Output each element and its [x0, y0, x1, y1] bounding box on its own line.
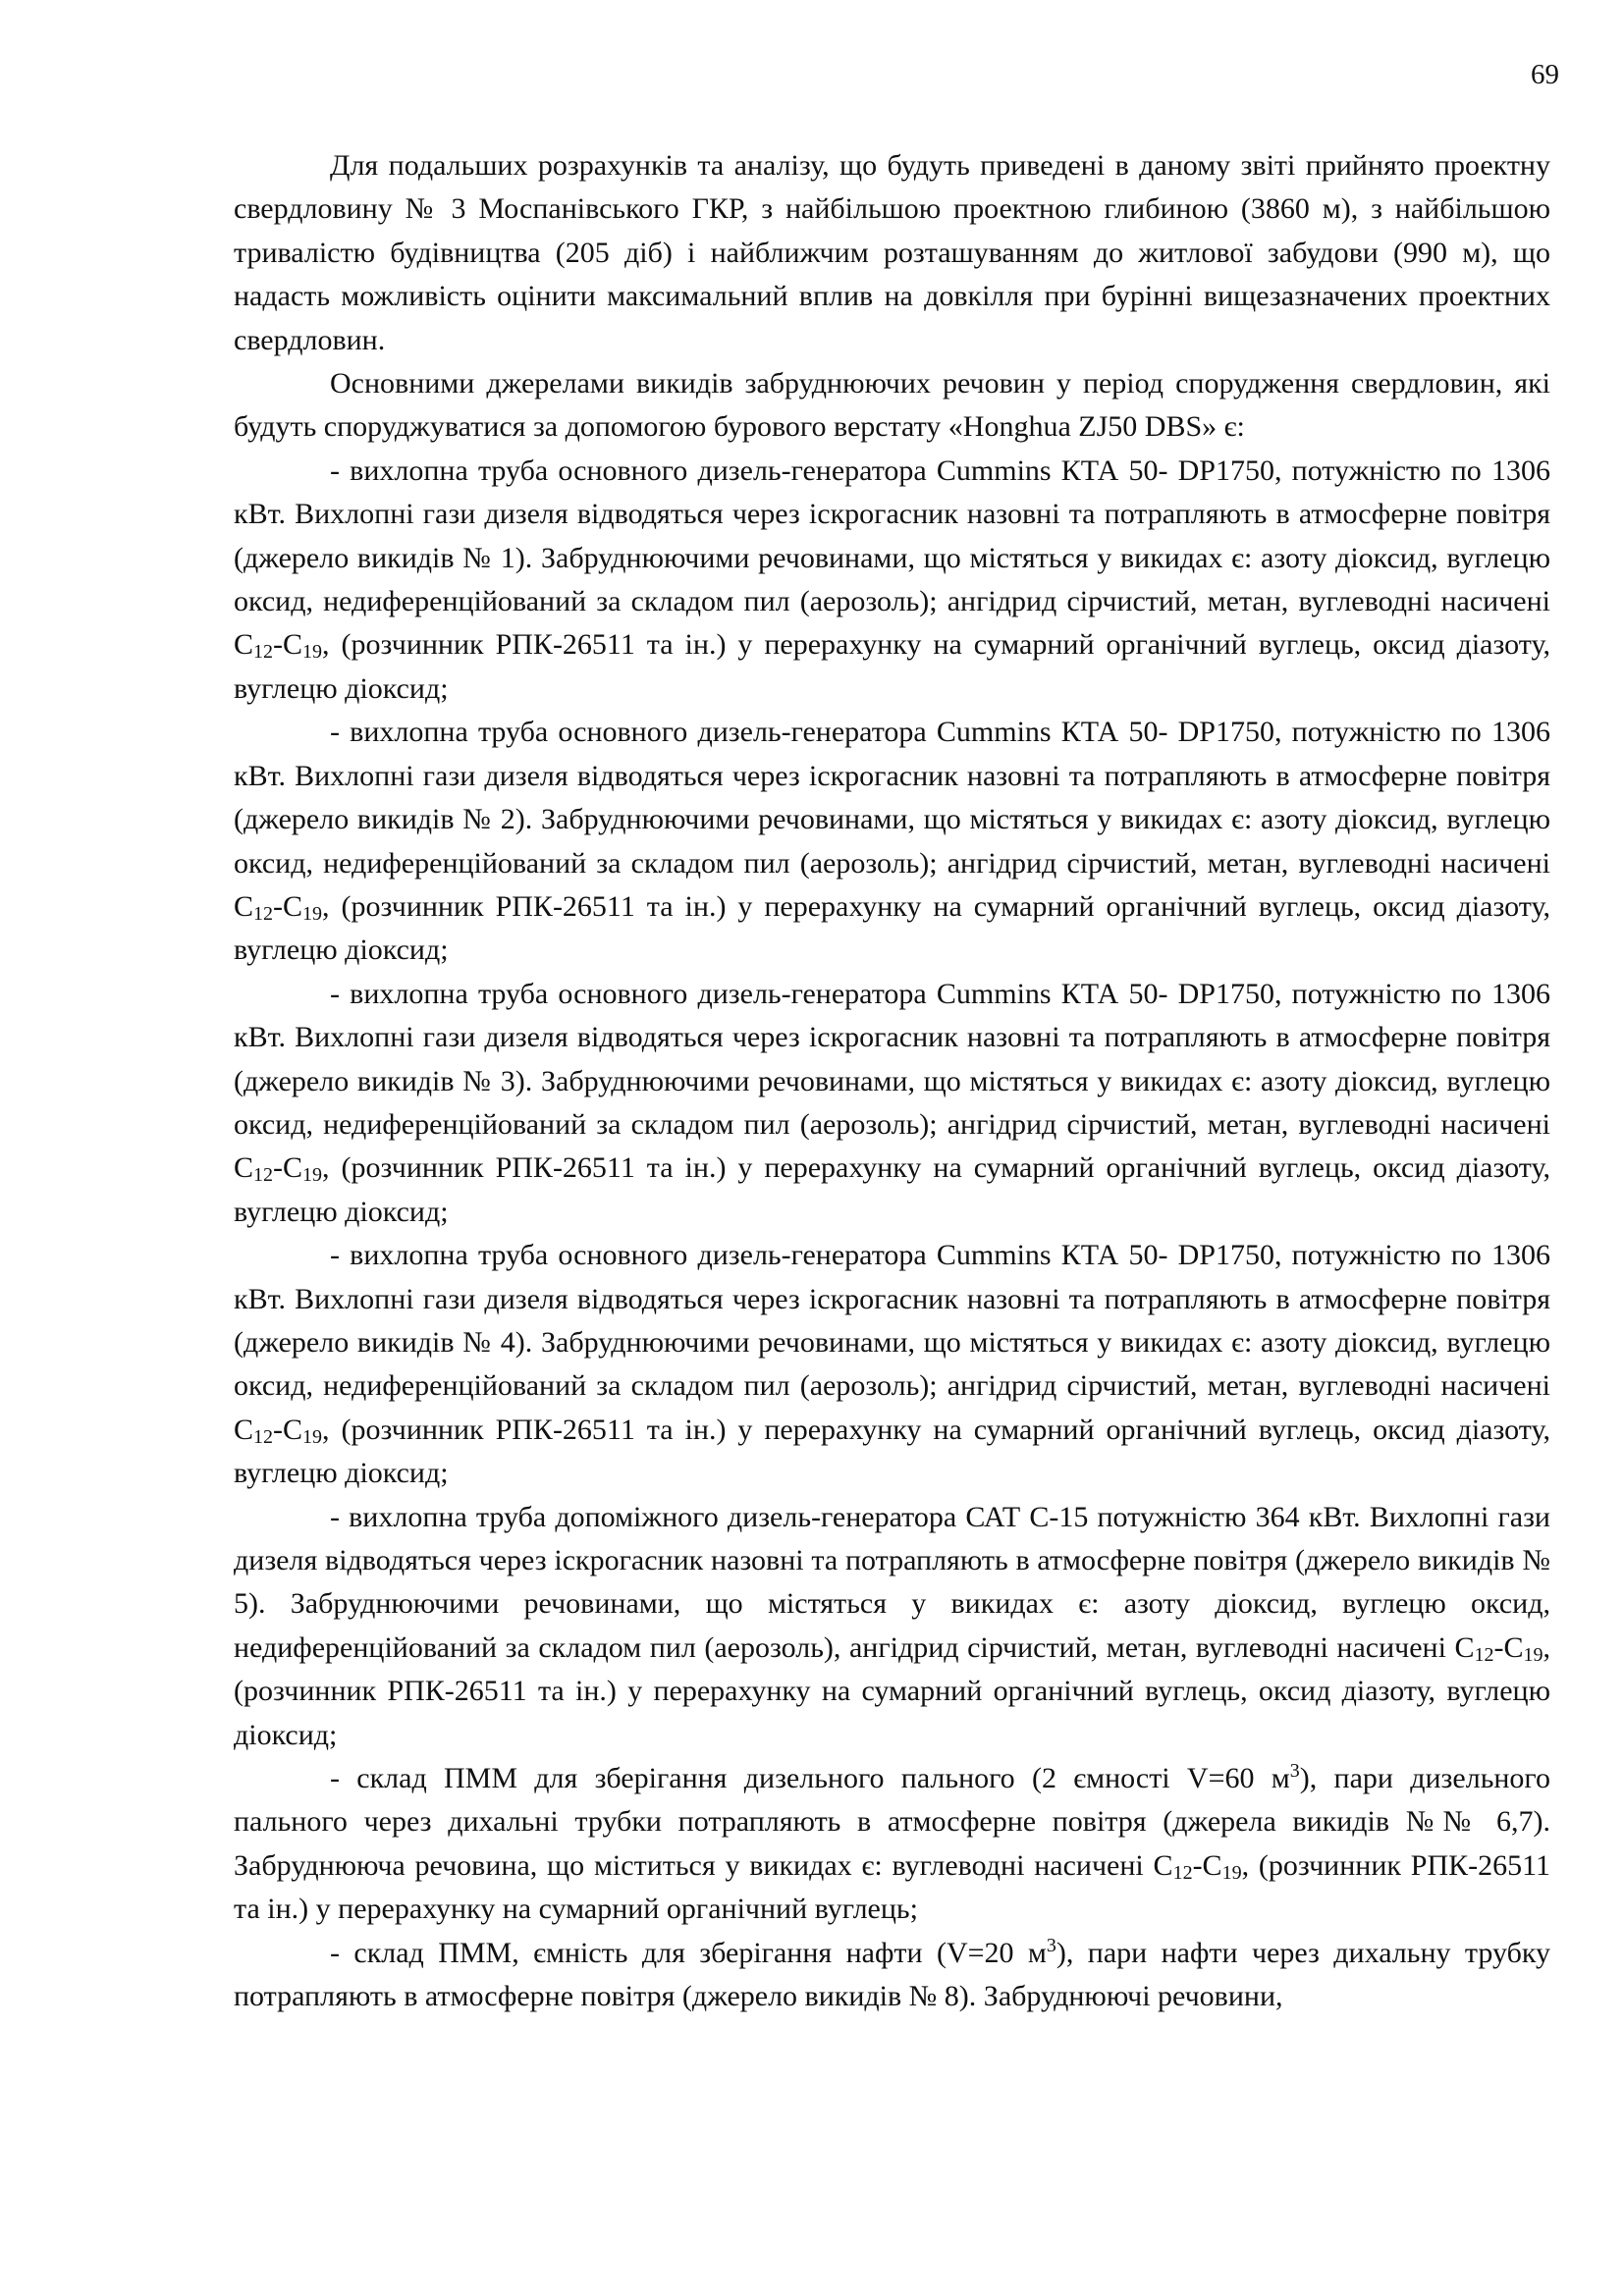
body-text [234, 144, 1550, 2018]
paragraph [234, 144, 1550, 362]
text-run: Основними джерелами викидів забруднюючих речовин у період спорудження свердловин, які будуть споруджуватися за допомогою бурового верстату «Honghua ZJ50 DBS» є: [234, 367, 1550, 444]
text-run: , (розчинник РПК-26511 та ін.) у перерахунку на сумарний органічний вуглець; [234, 1848, 1551, 1926]
subscript: 12 [253, 641, 274, 664]
superscript: 3 [1046, 1934, 1056, 1956]
text-run: -С [273, 1413, 303, 1446]
text-run: -С [1192, 1848, 1222, 1882]
text-run: -С [1493, 1630, 1524, 1664]
paragraph [234, 1496, 1550, 1757]
text-run: -С [273, 628, 303, 662]
text-run: ), пари нафти через дихальну трубку потрапляють в атмосферне повітря (джерело викидів № 8). Забруднюючі речовини, [234, 1936, 1550, 2013]
paragraph [234, 450, 1550, 711]
text-run: -С [273, 889, 303, 923]
text-run: Для подальших розрахунків та аналізу, що будуть приведені в даному звіті прийнято проектну свердловину № 3 Моспанівського ГКР, з найбільшою проектною глибиною (3860 м), з найбільшою тривалістю будівництва (205 діб) і найближчим розташуванням до житлової забудови (990 м), що надасть можливість оцінити максимальний вплив на довкілля при бурінні вищезазначених проектних свердловин. [234, 149, 1550, 356]
text-run: - вихлопна труба основного дизель-генератора Cummins КТА 50- DP1750, потужністю по 1306 кВт. Вихлопні гази дизеля відводяться через іскрогасник назовні та потрапляють в атмосферне повітря (джерело викидів № 3). Забруднюючими речовинами, що містяться у викидах є: азоту діоксид, вуглецю оксид, недиференційований за складом пил (аерозоль); ангідрид сірчистий, метан, вуглеводні насичені С [234, 977, 1550, 1185]
page-number: 69 [1531, 59, 1559, 90]
text-run: - вихлопна труба основного дизель-генератора Cummins КТА 50- DP1750, потужністю по 1306 кВт. Вихлопні гази дизеля відводяться через іскрогасник назовні та потрапляють в атмосферне повітря (джерело викидів № 2). Забруднюючими речовинами, що містяться у викидах є: азоту діоксид, вуглецю оксид, недиференційований за складом пил (аерозоль); ангідрид сірчистий, метан, вуглеводні насичені С [234, 716, 1550, 923]
text-run: - вихлопна труба основного дизель-генератора Cummins КТА 50- DP1750, потужністю по 1306 кВт. Вихлопні гази дизеля відводяться через іскрогасник назовні та потрапляють в атмосферне повітря (джерело викидів № 4). Забруднюючими речовинами, що містяться у викидах є: азоту діоксид, вуглецю оксид, недиференційований за складом пил (аерозоль); ангідрид сірчистий, метан, вуглеводні насичені С [234, 1239, 1550, 1446]
subscript: 19 [302, 1164, 323, 1187]
text-run: - вихлопна труба допоміжного дизель-генератора САТ С-15 потужністю 364 кВт. Вихлопні гази дизеля відводяться через іскрогасник назовні та потрапляють в атмосферне повітря (джерело викидів № 5). Забруднюючими речовинами, що містяться у викидах є: азоту діоксид, вуглецю оксид, недиференційований за складом пил (аерозоль), ангідрид сірчистий, метан, вуглеводні насичені С [234, 1500, 1550, 1664]
paragraph [234, 362, 1550, 450]
subscript: 12 [253, 1164, 274, 1187]
paragraph [234, 711, 1550, 972]
subscript: 19 [302, 902, 323, 925]
paragraph [234, 1932, 1550, 2019]
subscript: 12 [1172, 1861, 1193, 1884]
text-run: - вихлопна труба основного дизель-генератора Cummins КТА 50- DP1750, потужністю по 1306 кВт. Вихлопні гази дизеля відводяться через іскрогасник назовні та потрапляють в атмосферне повітря (джерело викидів № 1). Забруднюючими речовинами, що містяться у викидах є: азоту діоксид, вуглецю оксид, недиференційований за складом пил (аерозоль); ангідрид сірчистий, метан, вуглеводні насичені С [234, 454, 1550, 662]
paragraph [234, 1234, 1550, 1495]
text-run: - склад ПММ, ємність для зберігання нафти (V=20 м [330, 1936, 1047, 1969]
subscript: 19 [302, 641, 323, 664]
text-run: -С [273, 1151, 303, 1185]
subscript: 19 [1523, 1643, 1543, 1666]
subscript: 12 [253, 1425, 274, 1448]
subscript: 19 [1221, 1861, 1242, 1884]
paragraph [234, 973, 1550, 1234]
text-run: , (розчинник РПК-26511 та ін.) у перерахунку на сумарний органічний вуглець, оксид діазоту, вуглецю діоксид; [234, 889, 1550, 967]
subscript: 12 [1474, 1643, 1494, 1666]
text-run: , (розчинник РПК-26511 та ін.) у перерахунку на сумарний органічний вуглець, оксид діазоту, вуглецю діоксид; [234, 628, 1550, 705]
text-run: ), пари дизельного пального через дихальні трубки потрапляють в атмосферне повітря (джерела викидів №№ 6,7). Забруднююча речовина, що міститься у викидах є: вуглеводні насичені С [234, 1762, 1550, 1882]
paragraph [234, 1757, 1550, 1932]
superscript: 3 [1289, 1760, 1300, 1783]
text-run: , (розчинник РПК-26511 та ін.) у перерахунку на сумарний органічний вуглець, оксид діазоту, вуглецю діоксид; [234, 1151, 1550, 1228]
subscript: 19 [302, 1425, 323, 1448]
text-run: - склад ПММ для зберігання дизельного пального (2 ємності V=60 м [330, 1762, 1290, 1795]
text-run: , (розчинник РПК-26511 та ін.) у перерахунку на сумарний органічний вуглець, оксид діазоту, вуглецю діоксид; [234, 1630, 1550, 1751]
text-run: , (розчинник РПК-26511 та ін.) у перерахунку на сумарний органічний вуглець, оксид діазоту, вуглецю діоксид; [234, 1413, 1550, 1490]
subscript: 12 [253, 902, 274, 925]
